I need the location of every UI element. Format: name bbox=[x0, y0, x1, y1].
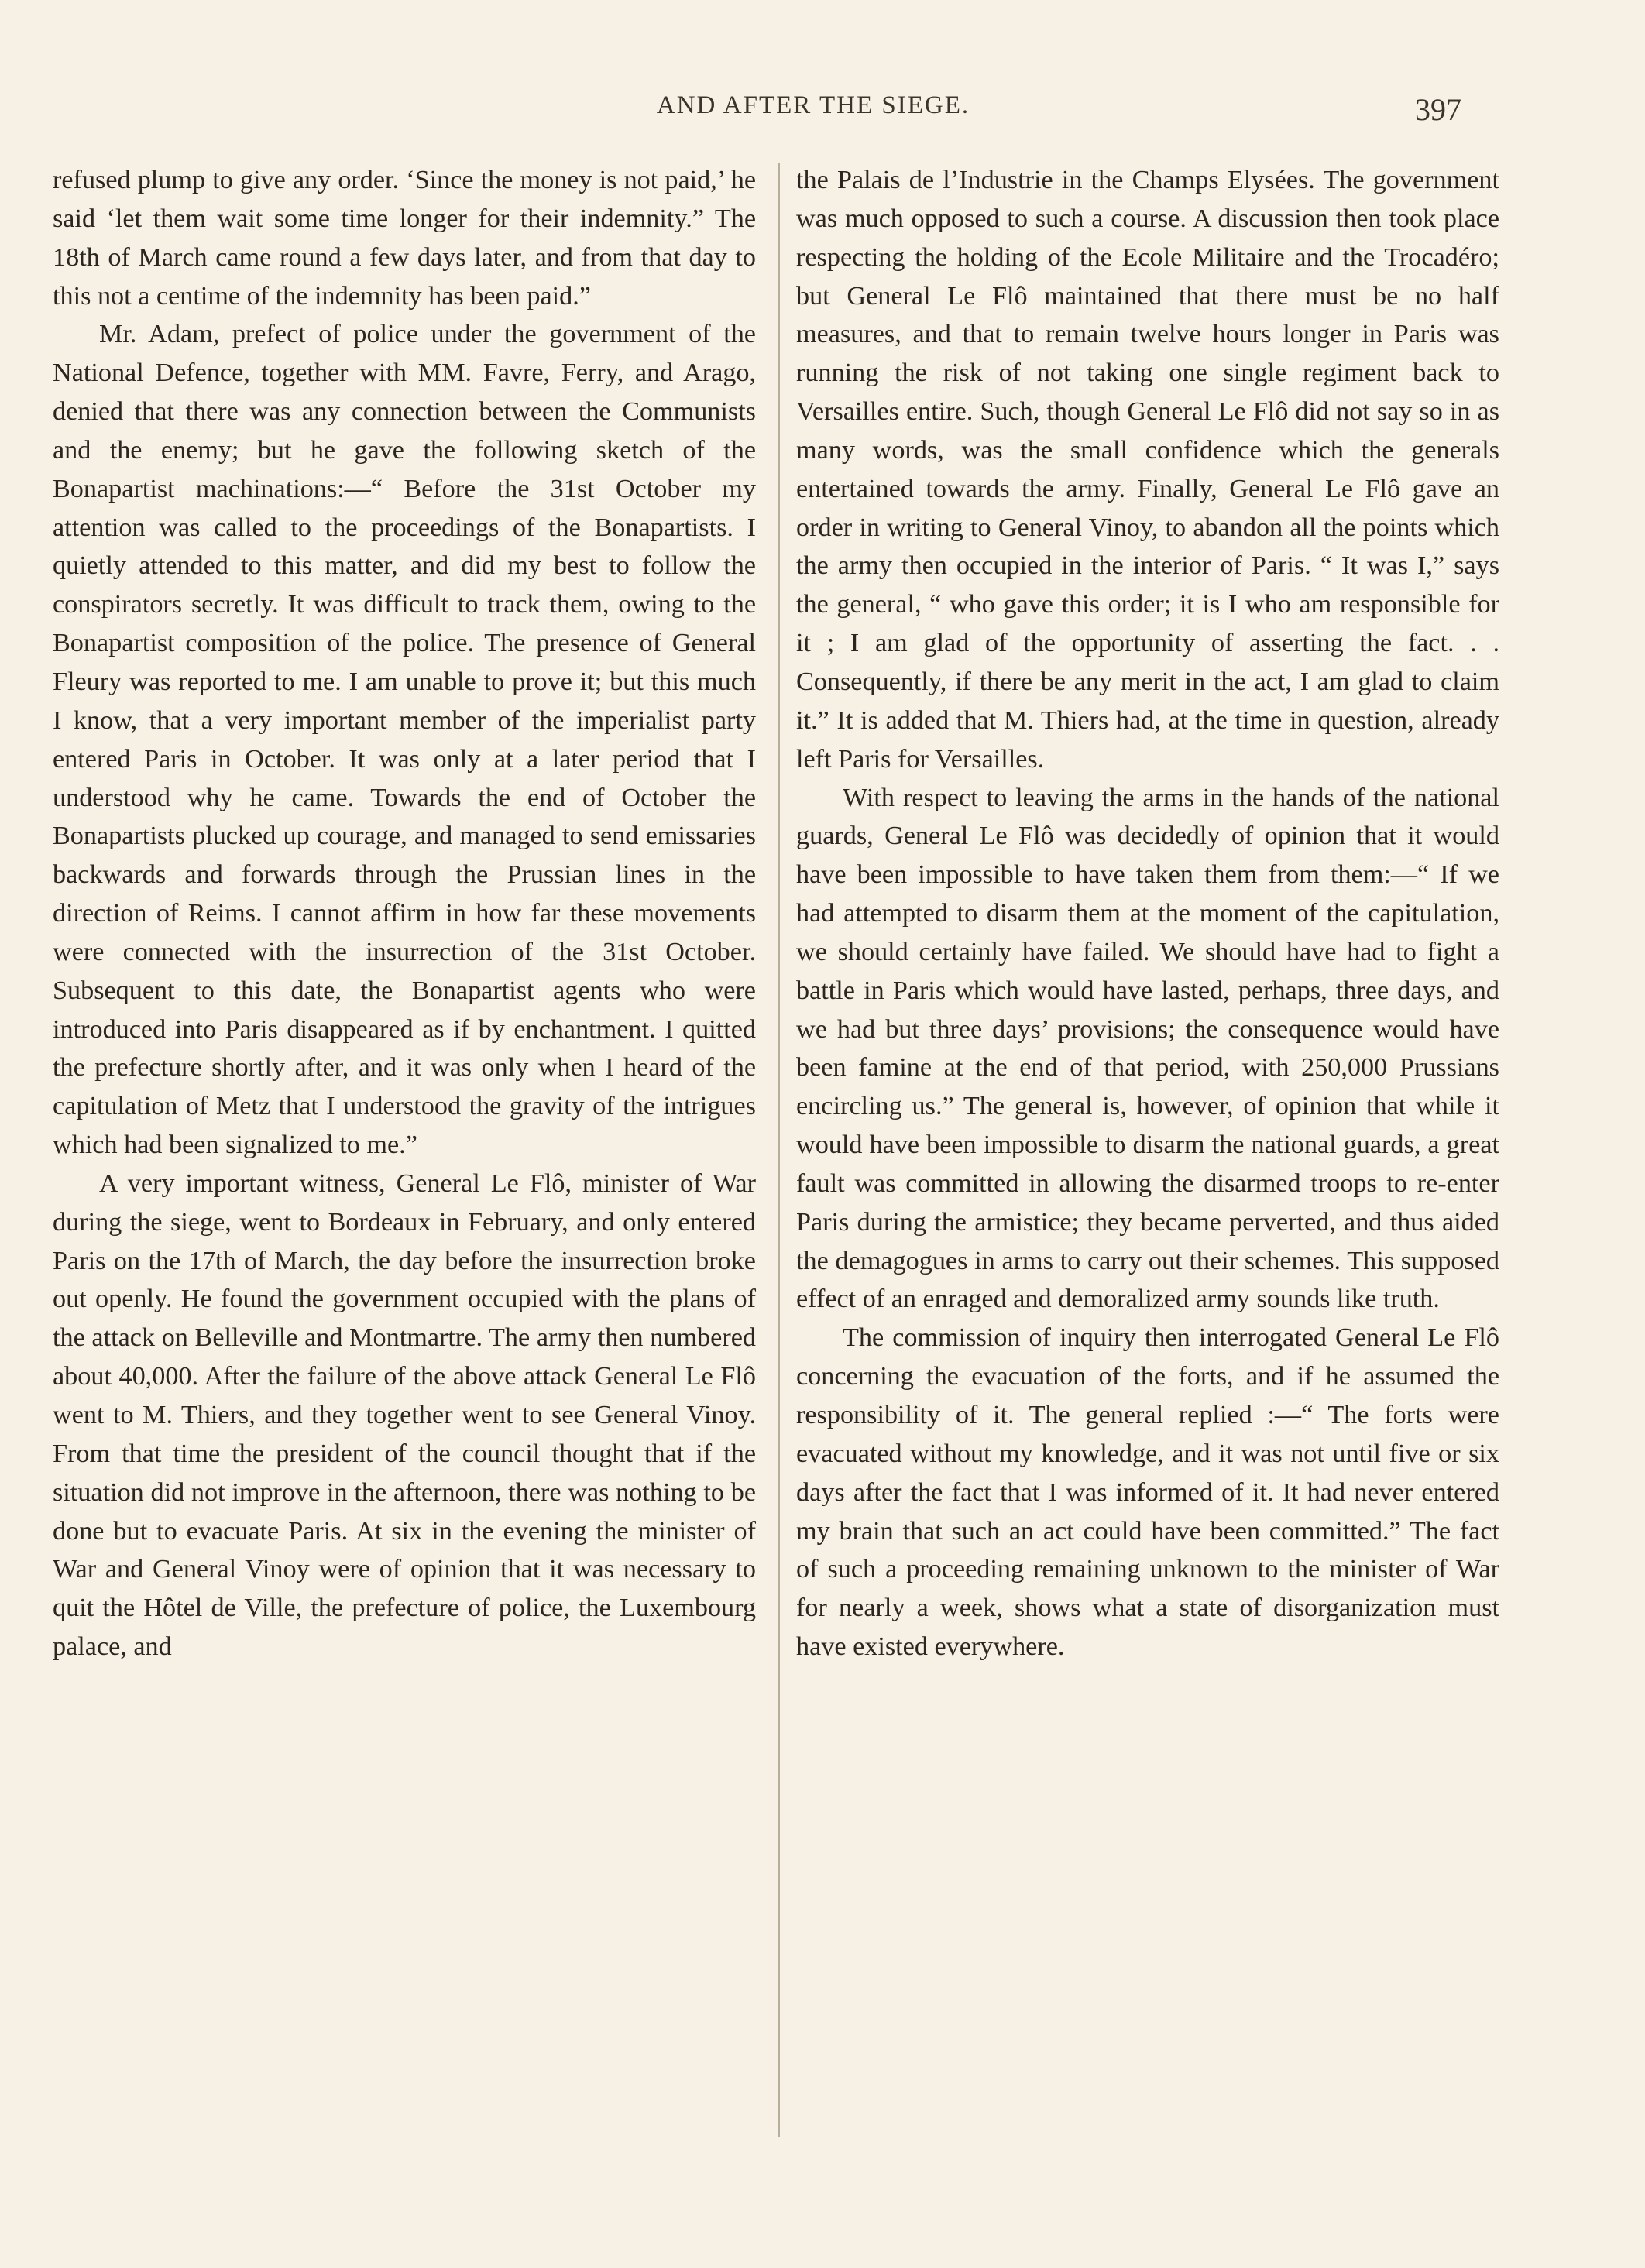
paragraph: With respect to leaving the arms in the hands of the national guards, General Le Flô was decidedly of opinion that it would have been impossible to have taken them from them:—“ If we had attempted to disarm them at the moment of the capitulation, we should certainly have failed. We should have had to fight a battle in Paris which would have lasted, perhaps, three days, and we had but three days’ provisions; the consequence would have been famine at the end of that period, with 250,000 Prussians encircling us.” The general is, however, of opinion that while it would have been impossible to disarm the national guards, a great fault was committed in allowing the disarmed troops to re-enter Paris during the armistice; they became perverted, and thus aided the demagogues in arms to carry out their schemes. This supposed effect of an enraged and demoralized army sounds like truth. bbox=[796, 783, 1499, 1314]
left-column bbox=[53, 161, 756, 1666]
paragraph: refused plump to give any order. ‘Since the money is not paid,’ he said ‘let them wait some time longer for their indemnity.” The 18th of March came round a few days later, and from that day to this not a centime of the indemnity has been paid.” bbox=[53, 166, 756, 311]
paragraph: the Palais de l’Industrie in the Champs Elysées. The government was much opposed to such a course. A discussion then took place respecting the holding of the Ecole Militaire and the Trocadéro; but General Le Flô maintained that there must be no half measures, and that to remain twelve hours longer in Paris was running the risk of not taking one single regiment back to Versailles entire. Such, though General Le Flô did not say so in as many words, was the small confidence which the generals entertained towards the army. Finally, General Le Flô gave an order in writing to General Vinoy, to abandon all the points which the army then occupied in the interior of Paris. “ It was I,” says the general, “ who gave this order; it is I who am responsible for it ; I am glad of the opportunity of asserting the fact. . . Consequently, if there be any merit in the act, I am glad to claim it.” It is added that M. Thiers had, at the time in question, already left Paris for Versailles. bbox=[796, 166, 1499, 774]
paragraph: Mr. Adam, prefect of police under the government of the National Defence, together with MM. Favre, Ferry, and Arago, denied that there was any connection between the Communists and the enemy; but he gave the following sketch of the Bonapartist machinations:—“ Before the 31st October my attention was called to the proceedings of the Bonapartists. I quietly attended to this matter, and did my best to follow the conspirators secretly. It was difficult to track them, owing to the Bonapartist composition of the police. The presence of General Fleury was reported to me. I am unable to prove it; but this much I know, that a very important member of the imperialist party entered Paris in October. It was only at a later period that I understood why he came. Towards the end of October the Bonapartists plucked up courage, and managed to send emissaries backwards and forwards through the Prussian lines in the direction of Reims. I cannot affirm in how far these movements were connected with the insurrection of the 31st October. Subsequent to this date, the Bonapartist agents who were introduced into Paris disappeared as if by enchantment. I quitted the prefecture shortly after, and it was only when I heard of the capitulation of Metz that I understood the gravity of the intrigues which had been signalized to me.” bbox=[53, 320, 756, 1160]
column-divider bbox=[778, 163, 780, 2137]
page-number: 397 bbox=[1415, 92, 1461, 127]
running-title: AND AFTER THE SIEGE. bbox=[656, 91, 970, 119]
right-column bbox=[796, 161, 1499, 1666]
paragraph: A very important witness, General Le Flô, minister of War during the siege, went to Bordeaux in February, and only entered Paris on the 17th of March, the day before the insurrection broke out openly. He found the government occupied with the plans of the attack on Belleville and Montmartre. The army then numbered about 40,000. After the failure of the above attack General Le Flô went to M. Thiers, and they together went to see General Vinoy. From that time the president of the council thought that if the situation did not improve in the afternoon, there was nothing to be done but to evacuate Paris. At six in the evening the minister of War and General Vinoy were of opinion that it was necessary to quit the Hôtel de Ville, the prefecture of police, the Luxembourg palace, and bbox=[53, 1168, 756, 1662]
paragraph: The commission of inquiry then interrogated General Le Flô concerning the evacuation of the forts, and if he assumed the responsibility of it. The general replied :—“ The forts were evacuated without my knowledge, and it was not until five or six days after the fact that I was informed of it. It had never entered my brain that such an act could have been committed.” The fact of such a proceeding remaining unknown to the minister of War for nearly a week, shows what a state of disorganization must have existed everywhere. bbox=[796, 1323, 1499, 1662]
running-head bbox=[0, 91, 1645, 138]
